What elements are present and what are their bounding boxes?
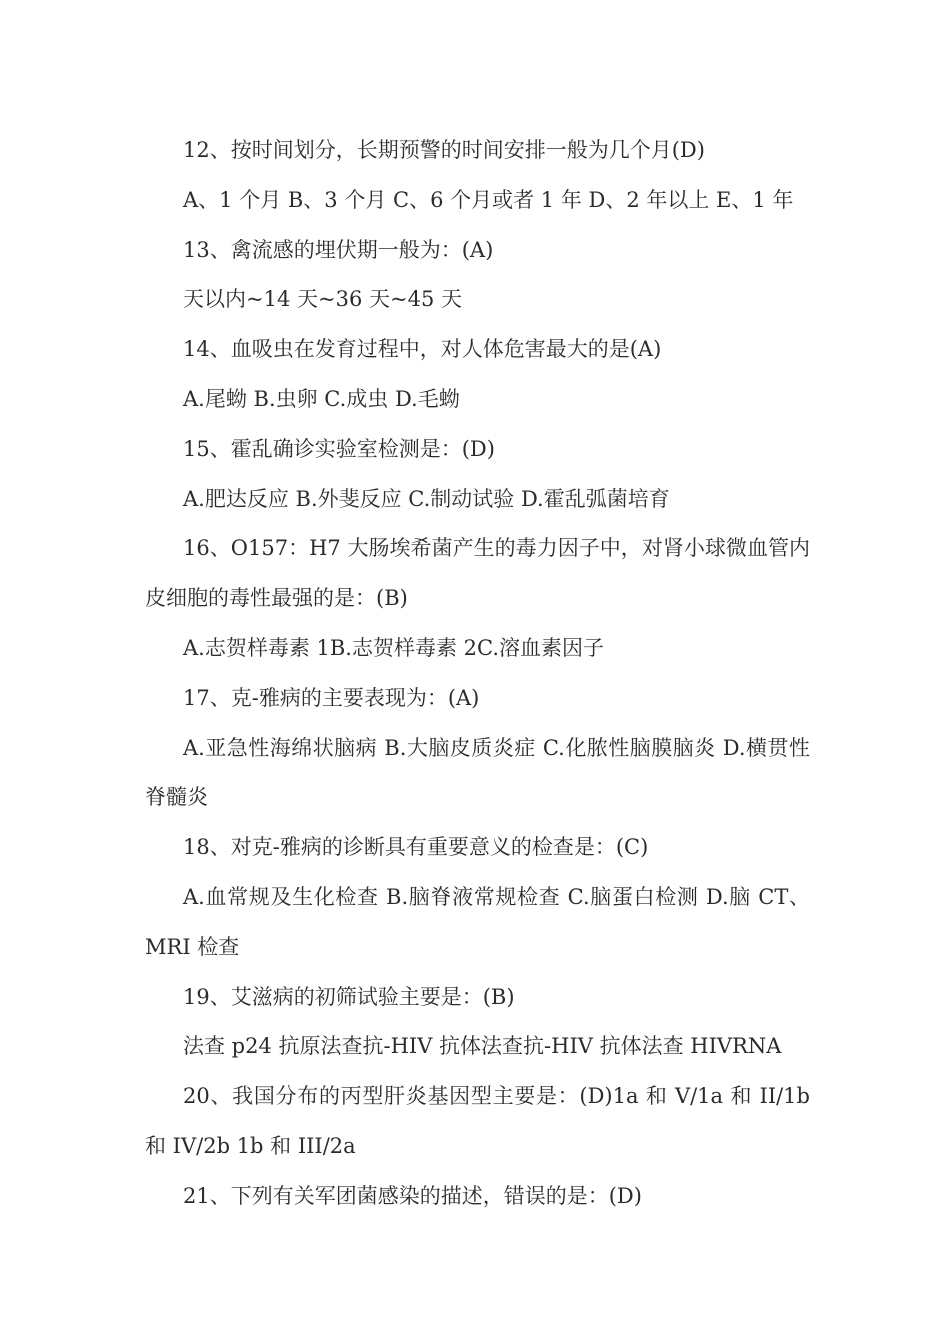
question-15: 15、霍乱确诊实验室检测是：(D) — [183, 436, 495, 461]
question-14-options: A.尾蚴 B.虫卵 C.成虫 D.毛蚴 — [183, 386, 460, 411]
question-13-options: 天以内~14 天~36 天~45 天 — [183, 287, 462, 312]
question-18-options: A.血常规及生化检查 B.脑脊液常规检查 C.脑蛋白检测 D.脑 CT、MRI 检查 — [145, 884, 810, 959]
question-17: 17、克-雅病的主要表现为：(A) — [183, 685, 480, 710]
question-13: 13、禽流感的埋伏期一般为：(A) — [183, 237, 494, 262]
question-19-options: 法查 p24 抗原法查抗-HIV 抗体法查抗-HIV 抗体法查 HIVRNA — [183, 1034, 782, 1059]
document-body — [145, 126, 810, 1222]
question-12: 12、按时间划分，长期预警的时间安排一般为几个月(D) — [183, 138, 705, 162]
question-17-options: A.亚急性海绵状脑病 B.大脑皮质炎症 C.化脓性脑膜脑炎 D.横贯性脊髓炎 — [145, 735, 810, 810]
question-15-options: A.肥达反应 B.外斐反应 C.制动试验 D.霍乱弧菌培育 — [183, 486, 670, 511]
question-12-options: A、1 个月 B、3 个月 C、6 个月或者 1 年 D、2 年以上 E、1 年 — [183, 187, 794, 212]
question-21: 21、下列有关军团菌感染的描述，错误的是：(D) — [183, 1183, 642, 1208]
question-16: 16、O157：H7 大肠埃希菌产生的毒力因子中，对肾小球微血管内皮细胞的毒性最强的是：(B) — [145, 536, 810, 611]
question-14: 14、血吸虫在发育过程中，对人体危害最大的是(A) — [183, 337, 662, 362]
question-16-options: A.志贺样毒素 1B.志贺样毒素 2C.溶血素因子 — [183, 635, 605, 660]
question-20: 20、我国分布的丙型肝炎基因型主要是：(D)1a 和 V/1a 和 II/1b 和 IV/2b 1b 和 III/2a — [145, 1084, 810, 1158]
question-18: 18、对克-雅病的诊断具有重要意义的检查是：(C) — [183, 835, 649, 860]
question-19: 19、艾滋病的初筛试验主要是：(B) — [183, 984, 515, 1009]
